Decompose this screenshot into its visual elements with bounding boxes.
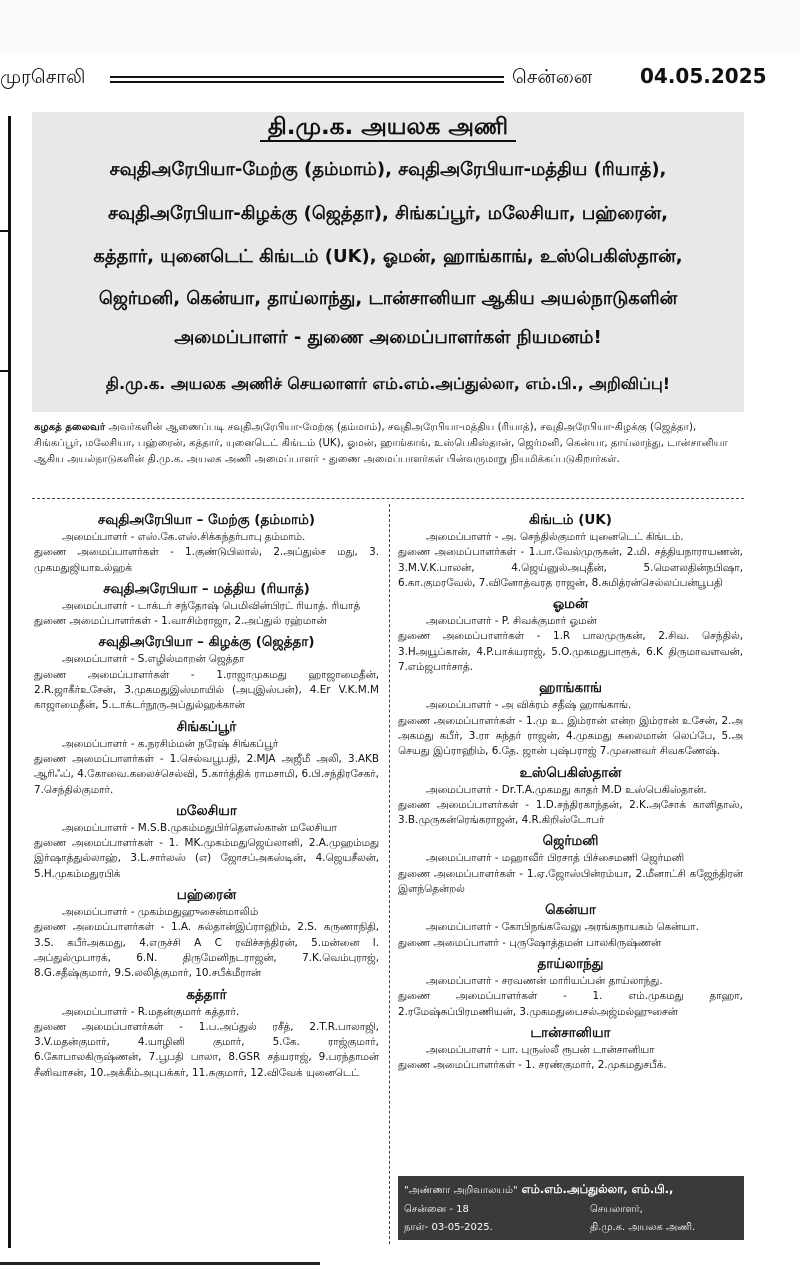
column-divider bbox=[389, 504, 390, 1244]
deputy-organisers-line: துணை அமைப்பாளர்கள் - 1.R பாலமுருகன், 2.சிவ. செந்தில், 3.Hஅயூப்கான், 4.P.பாக்யராஜ், 5.O.முகமதுபாரூக், 6.K திருமாவளவன், 7.எம்ஜபார்சாத். bbox=[398, 630, 743, 674]
top-margin bbox=[0, 0, 800, 55]
organiser-line: அமைப்பாளர் - R.மதன்குமார் கத்தார். bbox=[62, 1005, 240, 1018]
country-heading: சவுதிஅரேபியா – மேற்கு (தம்மாம்) bbox=[97, 512, 316, 528]
deputy-organisers-line: துணை அமைப்பாளர்கள் - 1.செல்வபூபதி, 2.MJA அஜீமீ அலி, 3.AKB ஆரிஃப், 4.கோவை.கலைச்செல்வி, 5.கார்த்திக் ராமசாமி, 6.பி.சந்திரசேகர், 7.செந்தில்குமார். bbox=[34, 752, 379, 796]
page-header bbox=[0, 62, 800, 98]
header-city: சென்னை bbox=[512, 66, 593, 88]
signature-designation: செயலாளர், bbox=[590, 1204, 643, 1215]
deputy-organisers-line: துணை அமைப்பாளர்கள் - 1.ப.அப்துல் ரசீத், 2.T.R.பாலாஜி, 3.V.மதன்குமார், 4.யாழினி குமார், 5.கே. ராஜ்குமார், 6.கோபாலகிருஷ்ணன், 7.பூபதி பாலா, 8.GSR சத்யராஜ், 9.பரந்தாமன் சீனிவாசன், 10.அக்கீம்அபுபக்கர், 11.சுகுமார், 12.விவேக் யுனைடெட் bbox=[34, 1020, 379, 1079]
organiser-line: அமைப்பாளர் - எஸ்.கே.எஸ்.சிக்கந்தர்பாபு தம்மாம். bbox=[62, 531, 306, 543]
left-column-box bbox=[0, 230, 10, 372]
deputy-organisers-line: துணை அமைப்பாளர்கள் - 1.D.சந்திரகாந்தன், 2.K.அசோக் காளிதாஸ், 3.B.முருகன்ரெங்கராஜன், 4.R.கிறிஸ்டோபர் bbox=[398, 798, 743, 827]
country-section bbox=[34, 717, 379, 798]
country-section bbox=[34, 885, 379, 981]
signature-city: சென்னை - 18 bbox=[404, 1204, 469, 1215]
organiser-line: அமைப்பாளர் - முகம்மதுஹுசைன்மாலிம் bbox=[62, 906, 259, 919]
organiser-line: அமைப்பாளர் - கோபிநங்கவேலு அரங்கநாயகம் கென்யா. bbox=[426, 921, 699, 934]
organiser-line: அமைப்பாளர் - Dr.T.A.முகமது காதர் M.D உஸ்பெகிஸ்தான். bbox=[426, 783, 707, 796]
organiser-line: அமைப்பாளர் - அ விக்ரம் சதீஷ் ஹாங்காங். bbox=[426, 699, 632, 712]
organiser-line: அமைப்பாளர் - பா. புருஸ்லீ ரூபன் டான்சானியா bbox=[426, 1043, 655, 1056]
country-section bbox=[398, 1023, 743, 1074]
country-heading: கத்தார் bbox=[186, 986, 227, 1003]
header-rule bbox=[110, 76, 504, 83]
country-heading: கென்யா bbox=[545, 902, 596, 919]
signature-wing: தி.மு.க. அயலக அணி. bbox=[590, 1222, 696, 1233]
organiser-line: அமைப்பாளர் - அ. செந்தில்குமார் யுனைடெட் கிங்டம். bbox=[426, 531, 684, 543]
country-heading: சவுதிஅரேபியா – மத்திய (ரியாத்) bbox=[103, 580, 310, 597]
organiser-line: அமைப்பாளர் - மஹாவீர் பிரசாத் பிச்சைமணி ஜெர்மனி bbox=[426, 852, 685, 865]
deputy-organisers-line: துணை அமைப்பாளர்கள் - 1. சரண்குமார், 2.முகமதுசபீக். bbox=[398, 1059, 667, 1072]
deputy-organisers-line: துணை அமைப்பாளர்கள் - 1.பா.வேல்முருகன், 2.மி. சத்தியநாராயணன், 3.M.V.K.பாலன், 4.ஜெய்னுல்அபுதீன், 5.மௌலதின்நபிஷா, 6.கா.குமரவேல், 7.வினோத்வரத ராஜன், 8.சுமித்ரன்செல்லப்பன்பூபதி bbox=[398, 546, 743, 589]
country-section bbox=[34, 632, 379, 713]
signature-place: "அண்ணா அறிவாலயம்" bbox=[404, 1185, 518, 1196]
country-section bbox=[398, 831, 743, 897]
headline-line: அமைப்பாளர் - துணை அமைப்பாளர்கள் நியமனம்! bbox=[174, 327, 602, 348]
headline-line: சவுதிஅரேபியா-மேற்கு (தம்மாம்), சவுதிஅரேபியா-மத்திய (ரியாத்), bbox=[109, 159, 667, 180]
country-heading: தாய்லாந்து bbox=[537, 955, 604, 972]
organiser-line: அமைப்பாளர் - சரவணன் மாரியப்பன் தாய்லாந்து. bbox=[426, 974, 663, 987]
deputy-organisers-line: துணை அமைப்பாளர்கள் - 1.ஏ.ஜோஸ்பின்ரம்யா, 2.மீனாட்சி கஜேந்திரன் இளந்தென்றல் bbox=[398, 867, 743, 896]
organiser-line: அமைப்பாளர் - டாக்டர் சந்தோஷ் பெமிவின்பிரட் ரியாத். ரியாத் bbox=[62, 599, 361, 612]
deputy-organisers-line: துணை அமைப்பாளர்கள் - 1.வாசிம்ராஜா, 2.அப்துல் ரஹ்மான் bbox=[34, 615, 327, 628]
signature-date: நாள்- 03-05-2025. bbox=[404, 1222, 493, 1233]
country-heading: ஹாங்காங் bbox=[539, 680, 602, 697]
country-heading: உஸ்பெகிஸ்தான் bbox=[519, 764, 622, 781]
country-heading: டான்சானியா bbox=[530, 1024, 611, 1041]
headline-line: சவுதிஅரேபியா-கிழக்கு (ஜெத்தா), சிங்கப்பூர், மலேசியா, பஹ்ரைன், bbox=[108, 203, 668, 224]
left-column bbox=[34, 510, 379, 1084]
organiser-line: அமைப்பாளர் - க.நரசிம்மன் நரேஷ் சிங்கப்பூர் bbox=[62, 737, 279, 750]
right-column bbox=[398, 510, 743, 1076]
country-heading: ஓமன் bbox=[552, 596, 589, 613]
headline-line: ஜெர்மனி, கென்யா, தாய்லாந்து, டான்சானியா ஆகிய அயல்நாடுகளின் bbox=[98, 288, 678, 309]
country-section bbox=[34, 801, 379, 882]
country-section bbox=[398, 594, 743, 675]
deputy-organisers-line: துணை அமைப்பாளர்கள் - 1. எம்.முகமது தாஹா, 2.ரமேஷ்சுப்பிரமணியன், 3.முகமதுபைசல்அஜ்மல்ஹுசைன் bbox=[398, 990, 743, 1018]
deputy-organisers-line: துணை அமைப்பாளர் - புருஷோத்தமன் பாலகிருஷ்ணன் bbox=[398, 936, 662, 949]
subheadline: தி.மு.க. அயலக அணிச் செயலாளர் எம்.எம்.அப்துல்லா, எம்.பி., அறிவிப்பு! bbox=[105, 374, 671, 393]
wing-title: தி.மு.க. அயலக அணி bbox=[32, 114, 744, 143]
section-divider bbox=[32, 498, 744, 499]
country-section bbox=[34, 985, 379, 1081]
deputy-organisers-line: துணை அமைப்பாளர்கள் - 1.A. சுல்தான்இப்ராஹிம், 2.S. கருணாநிதி, 3.S. கபீர்அகமது, 4.எருச்சி A C ரவிச்சந்திரன், 5.மன்னை l. அப்துல்முபாரக், 6.N. திருமேனிநடராஜன், 7.K.வெம்புராஜ், 8.G.சதீஷ்குமார், 9.S.லலித்குமார், 10.சபீக்மீரான் bbox=[34, 921, 379, 980]
header-date: 04.05.2025 bbox=[640, 64, 767, 88]
intro-paragraph bbox=[34, 420, 746, 468]
intro-text: அவர்களின் ஆணைப்படி சவுதிஅரேபியா-மேற்கு (தம்மாம்), சவுதிஅரேபியா-மத்திய (ரியாத்), சவுதிஅரேபியா-கிழக்கு (ஜெத்தா), சிங்கப்பூர், மலேசியா, பஹ்ரைன், கத்தார், யுனைடெட் கிங்டம் (UK), ஓமன், ஹாங்காங், உஸ்பெகிஸ்தான், ஜெர்மனி, கென்யா, தாய்லாந்து, டான்சானியா ஆகிய அயல்நாடுகளின் தி.மு.க. அயலக அணி அமைப்பாளர் - துணை அமைப்பாளர்கள் பின்வருமாறு நியமிக்கப்படுகிறார்கள். bbox=[34, 422, 728, 465]
headline-line: கத்தார், யுனைடெட் கிங்டம் (UK), ஓமன், ஹாங்காங், உஸ்பெகிஸ்தான், bbox=[93, 246, 683, 267]
country-section bbox=[34, 579, 379, 630]
organiser-line: அமைப்பாளர் - M.S.B.முகம்மதுபிர்தௌஸ்கான் மலேசியா bbox=[62, 821, 337, 834]
country-section bbox=[34, 510, 379, 576]
country-heading: சவுதிஅரேபியா – கிழக்கு (ஜெத்தா) bbox=[98, 634, 315, 651]
deputy-organisers-line: துணை அமைப்பாளர்கள் - 1.ராஜாமுகமது ஹாஜாமைதீன், 2.R.ஜாகீர்உசேன், 3.முகமதுஇஸ்மாயில் (அபுஇஸ்பன்), 4.Er V.K.M.M காஜாமைதீன், 5.டாக்டர்நூருஅப்துல்ஹக்கான் bbox=[34, 668, 379, 712]
country-section bbox=[398, 510, 743, 591]
country-section bbox=[398, 900, 743, 951]
deputy-organisers-line: துணை அமைப்பாளர்கள் - 1.குண்டுபிலால், 2.அப்துல்ச மது, 3. முகமதுஜியாஉல்ஹக் bbox=[34, 546, 379, 574]
country-heading: பஹ்ரைன் bbox=[176, 887, 237, 904]
headline-banner bbox=[32, 112, 744, 412]
bottom-rule bbox=[0, 1262, 320, 1265]
country-section bbox=[398, 678, 743, 759]
country-heading: ஜெர்மனி bbox=[542, 833, 599, 850]
country-section bbox=[398, 954, 743, 1020]
country-heading: கிங்டம் (UK) bbox=[529, 512, 612, 528]
country-heading: சிங்கப்பூர் bbox=[176, 718, 237, 735]
announcement-article bbox=[22, 112, 752, 1250]
intro-lead: கழகத் தலைவர் bbox=[34, 422, 106, 433]
country-heading: மலேசியா bbox=[176, 802, 237, 819]
organiser-line: அமைப்பாளர் - P. சிவக்குமார் ஓமன் bbox=[426, 615, 597, 628]
signature-name: எம்.எம்.அப்துல்லா, எம்.பி., bbox=[521, 1182, 674, 1196]
deputy-organisers-line: துணை அமைப்பாளர்கள் - 1.மு உ. இம்ரான் என்ற இம்ரான் உசேன், 2.அ அகமது கபீர், 3.ரா சுந்தர் ராஜன், 4.முகமது சுலைமான் லெப்பே, 5.அ செயது இப்ராஹிம், 6.தே. ஜான் புஷ்பராஜ் 7.முனைவர் சிவகணேஷ். bbox=[398, 714, 743, 758]
paper-name: முரசொலி bbox=[0, 66, 86, 88]
country-section bbox=[398, 763, 743, 829]
signature-heading bbox=[404, 1182, 673, 1198]
deputy-organisers-line: துணை அமைப்பாளர்கள் - 1. MK.முகம்மதுஜெய்லானி, 2.A.முஹம்மது இர்ஷாத்துல்லாஹ், 3.L.சார்லஸ் (எ) ஜோசப்அகஸ்டின், 4.ஜெயசீலன், 5.H.முகம்மதுரபிக் bbox=[34, 837, 379, 880]
signature-box bbox=[398, 1176, 744, 1240]
organiser-line: அமைப்பாளர் - S.எழில்மாறன் ஜெத்தா bbox=[62, 653, 245, 666]
